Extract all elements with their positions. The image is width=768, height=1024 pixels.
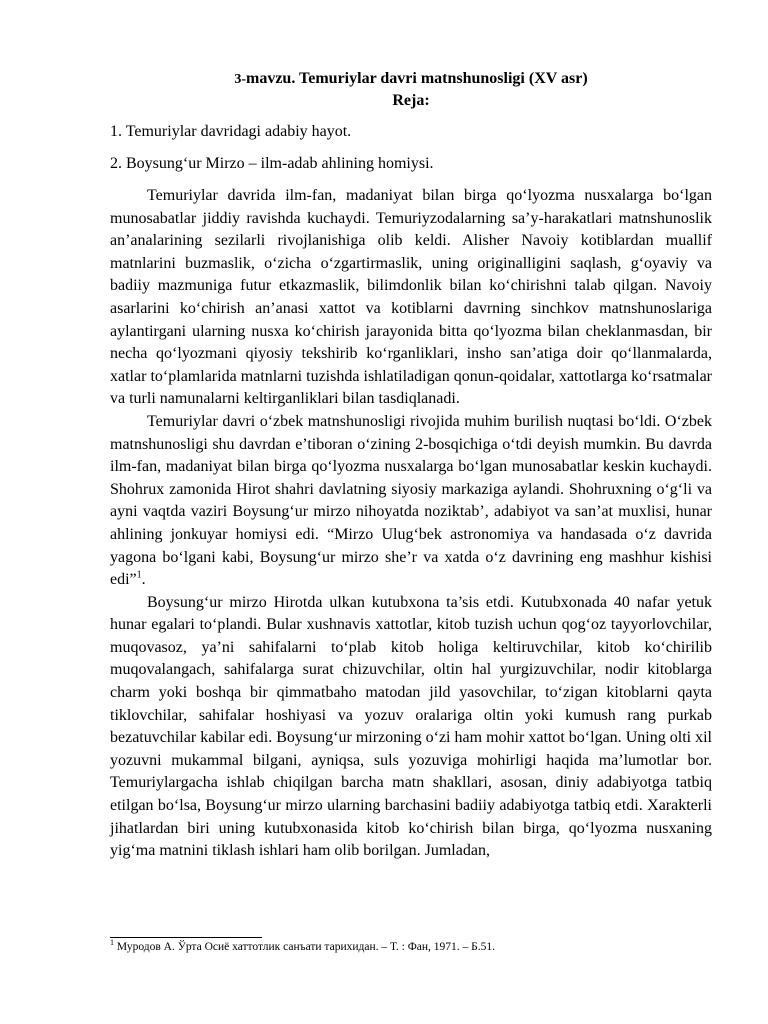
body-paragraph	[110, 411, 712, 592]
plan-item: 1. Temuriylar davridagi adabiy hayot.	[110, 123, 352, 140]
footnote-reference: 1	[136, 569, 142, 581]
footnote	[110, 940, 712, 954]
footnote-separator	[110, 937, 262, 938]
topic-title-text: mavzu. Temuriylar davri matnshunosligi (XV asr)	[246, 70, 588, 87]
body-paragraph: Temuriylar davrida ilm-fan, madaniyat bilan birga qo‘lyozma nusxalarga bo‘lgan munosabatlar jiddiy ravishda kuchaydi. Temuriyzodalarning sa’y-harakatlari matnshunoslik an’analarining sezilarli rivojlanishiga olib keldi. Alisher Navoiy kotiblardan muallif matnlarini buzmaslik, o‘zicha o‘zgartirmaslik, uning originalligini saqlash, g‘oyaviy va badiiy mazmuniga futur etkazmaslik, bilimdonlik bilan ko‘chirishni talab qilgan. Navoiy asarlarini ko‘chirish an’anasi xattot va kotiblarni davrning sinchkov matnshunoslariga aylantirgani ularning nusxa ko‘chirish jarayonida bitta qo‘lyozma bilan cheklanmasdan, bir necha qo‘lyozmani qiyosiy tekshirib ko‘rganliklari, insho san’atiga doir qo‘llanmalarda, xatlar to‘plamlarida matnlarni tuzishda ishlatiladigan qonun-qoidalar, xattotlarga ko‘rsatmalar va turli namunalarni keltirganliklari bilan tasdiqlanadi.	[110, 187, 712, 408]
topic-title	[110, 68, 712, 91]
topic-number: 3-	[234, 72, 246, 87]
body-paragraph-text: Temuriylar davri o‘zbek matnshunosligi rivojida muhim burilish nuqtasi bo‘ldi. O‘zbek matnshunosligi shu davrdan e’tiboran o‘zining 2-bosqichiga o‘tdi deyish mumkin. Bu davrda ilm-fan, madaniyat bilan birga qo‘lyozma nusxalarga bo‘lgan munosabatlar keskin kuchaydi. Shohrux zamonida Hirot shahri davlatning siyosiy markaziga aylandi. Shohruxning o‘g‘li va ayni vaqtda vaziri Boysung‘ur mirzo nihoyatda noziktab’, adabiyot va san’at muxlisi, hunar ahlining jonkuyar homiysi edi. “Mirzo Ulug‘bek astronomiya va handasada o‘z davrida yagona bo‘lgani kabi, Boysung‘ur mirzo she’r va xatda o‘z davrining eng mashhur kishisi edi”	[110, 412, 712, 589]
footnote-mark: 1	[110, 938, 114, 948]
document-page	[110, 68, 712, 863]
sentence-period: .	[141, 571, 146, 589]
plan-heading: Reja:	[392, 92, 430, 109]
footnote-text: Муродов А. Ўрта Осиё хаттотлик санъати тарихидан. – Т. : Фан, 1971. – Б.51.	[114, 941, 496, 953]
body-paragraph: Boysung‘ur mirzo Hirotda ulkan kutubxona ta’sis etdi. Kutubxonada 40 nafar yetuk hunar egalari to‘plandi. Bular xushnavis xattotlar, kitob tuzish uchun qog‘oz tayyorlovchilar, muqovasoz, ya’ni sahifalarni to‘plab kitob holiga keltiruvchilar, kitob ko‘chirilib muqovalangach, sahifalarga surat chizuvchilar, oltin hal yurgizuvchilar, nodir kitoblarga charm yoki boshqa bir qimmatbaho matodan jild yasovchilar, to‘zigan kitoblarni qayta tiklovchilar, sahifalar hoshiyasi va yozuv oralariga oltin yoki kumush rang purkab bezatuvchilar kabilar edi. Boysung‘ur mirzoning o‘zi ham mohir xattot bo‘lgan. Uning olti xil yozuvni mukammal bilgani, ayniqsa, suls yozuviga mohirligi haqida ma’lumotlar bor. Temuriylargacha ishlab chiqilgan barcha matn shakllari, asosan, diniy adabiyotga tatbiq etilgan bo‘lsa, Boysung‘ur mirzo ularning barchasini badiiy adabiyotga tatbiq etdi. Xarakterli jihatlardan biri uning kutubxonasida kitob ko‘chirish bilan birga, qo‘lyozma nusxaning yig‘ma matnini tiklash ishlari ham olib borilgan. Jumladan,	[110, 593, 712, 860]
plan-item: 2. Boysung‘ur Mirzo – ilm-adab ahlining homiysi.	[110, 155, 434, 172]
